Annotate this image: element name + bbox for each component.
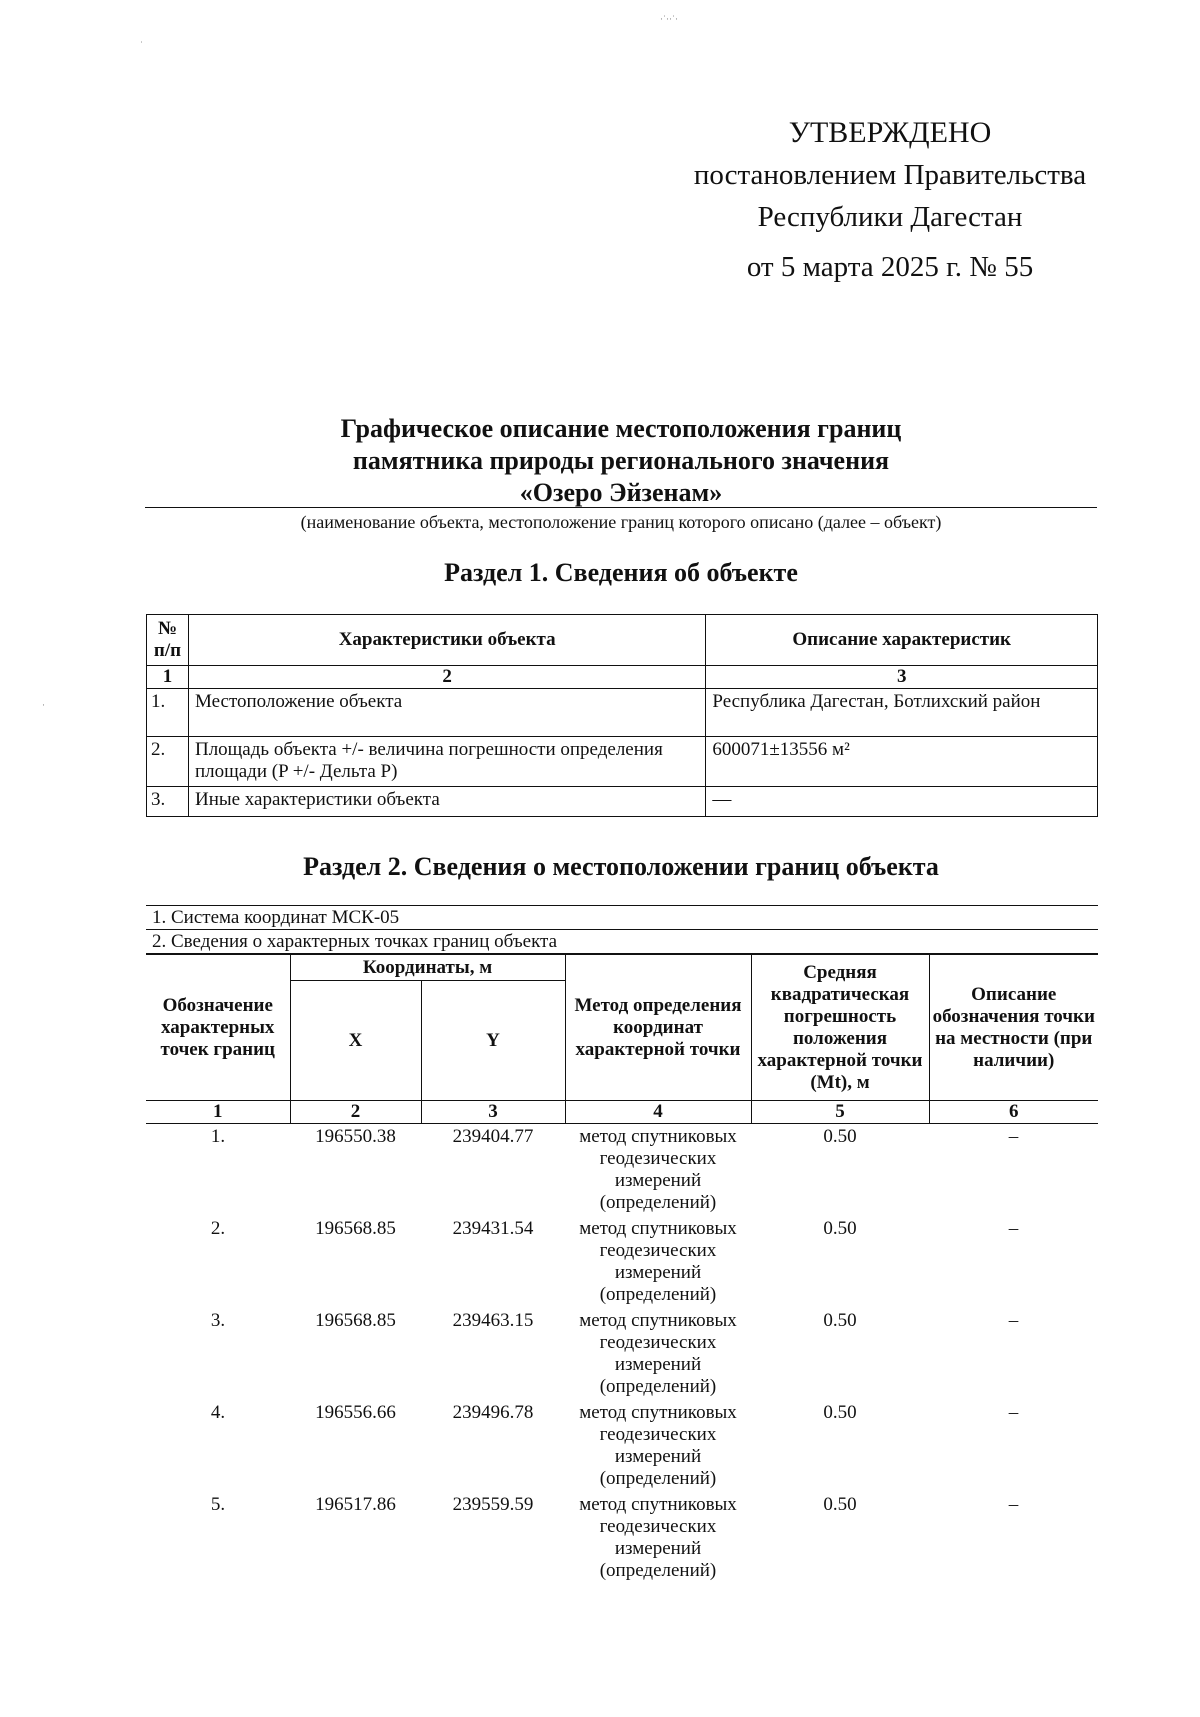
boundary-points-block bbox=[146, 905, 1098, 1584]
column-index: 1 bbox=[147, 666, 189, 689]
column-index: 2 bbox=[290, 1101, 421, 1124]
header-y: Y bbox=[421, 981, 565, 1101]
point-id: 4. bbox=[210, 1402, 226, 1423]
title-line: памятника природы регионального значения bbox=[352, 446, 890, 475]
header-method: Метод определения координат характерной точки bbox=[565, 955, 751, 1101]
scan-speck: ·˙··˙· bbox=[660, 14, 678, 24]
point-mt: 0.50 bbox=[823, 1218, 857, 1239]
point-y: 239559.59 bbox=[452, 1494, 534, 1515]
point-mt: 0.50 bbox=[823, 1402, 857, 1423]
approval-line: Республики Дагестан bbox=[757, 201, 1023, 233]
characteristic-cell: Площадь объекта +/- величина погрешности определения площади (P +/- Дельта P) bbox=[188, 737, 705, 787]
object-info-table bbox=[146, 614, 1098, 817]
scan-speck: · bbox=[42, 700, 45, 710]
point-x: 196556.66 bbox=[315, 1402, 396, 1423]
title-line: Графическое описание местоположения границ bbox=[340, 414, 902, 443]
table-row bbox=[146, 1124, 1098, 1217]
point-method: метод спутниковых геодезических измерений (определений) bbox=[579, 1494, 737, 1581]
point-x: 196568.85 bbox=[315, 1310, 396, 1331]
column-index: 3 bbox=[706, 666, 1098, 689]
column-index: 6 bbox=[929, 1101, 1098, 1124]
point-id: 3. bbox=[210, 1310, 226, 1331]
point-y: 239431.54 bbox=[452, 1218, 534, 1239]
point-mt: 0.50 bbox=[823, 1494, 857, 1515]
approval-line: постановлением Правительства bbox=[693, 159, 1087, 191]
row-number: 3. bbox=[147, 787, 189, 817]
point-mt: 0.50 bbox=[823, 1126, 857, 1147]
title-caption: (наименование объекта, местоположение границ которого описано (далее – объект) bbox=[300, 512, 942, 532]
header-error: Средняя квадратическая погрешность положения характерной точки (Mt), м bbox=[751, 955, 929, 1101]
header-description: Описание характеристик bbox=[706, 615, 1098, 666]
title-underline bbox=[145, 507, 1097, 508]
point-mt: 0.50 bbox=[823, 1310, 857, 1331]
point-method: метод спутниковых геодезических измерений (определений) bbox=[579, 1310, 737, 1397]
column-index: 3 bbox=[421, 1101, 565, 1124]
points-title: 2. Сведения о характерных точках границ объекта bbox=[146, 930, 1098, 954]
header-characteristic: Характеристики объекта bbox=[188, 615, 705, 666]
point-id: 5. bbox=[210, 1494, 226, 1515]
document-title bbox=[145, 413, 1097, 509]
characteristic-cell: Иные характеристики объекта bbox=[188, 787, 705, 817]
section-1-heading: Раздел 1. Сведения об объекте bbox=[444, 558, 798, 587]
point-id: 1. bbox=[210, 1126, 226, 1147]
point-id: 2. bbox=[210, 1218, 226, 1239]
table-row bbox=[146, 1400, 1098, 1492]
point-y: 239463.15 bbox=[452, 1310, 534, 1331]
description-cell: — bbox=[706, 787, 1098, 817]
point-y: 239404.77 bbox=[452, 1126, 534, 1147]
point-description: – bbox=[1008, 1402, 1019, 1423]
table-row bbox=[146, 1216, 1098, 1308]
header-designation: Обозначение характерных точек границ bbox=[146, 955, 290, 1101]
point-method: метод спутниковых геодезических измерений (определений) bbox=[579, 1402, 737, 1489]
approval-date: от 5 марта 2025 г. № 55 bbox=[746, 251, 1034, 283]
section-2-heading: Раздел 2. Сведения о местоположении границ объекта bbox=[303, 852, 939, 881]
header-coordinates: Координаты, м bbox=[290, 955, 565, 981]
point-description: – bbox=[1008, 1218, 1019, 1239]
row-number: 2. bbox=[147, 737, 189, 787]
description-cell: Республика Дагестан, Ботлихский район bbox=[706, 689, 1098, 737]
column-index: 5 bbox=[751, 1101, 929, 1124]
title-line: «Озеро Эйзенам» bbox=[519, 478, 723, 507]
characteristic-cell: Местоположение объекта bbox=[188, 689, 705, 737]
boundary-points-table bbox=[146, 954, 1098, 1584]
header-x: X bbox=[290, 981, 421, 1101]
coordinate-system: 1. Система координат МСК-05 bbox=[146, 905, 1098, 930]
table-row bbox=[146, 1492, 1098, 1584]
point-description: – bbox=[1008, 1126, 1019, 1147]
point-method: метод спутниковых геодезических измерений (определений) bbox=[579, 1218, 737, 1305]
point-description: – bbox=[1008, 1494, 1019, 1515]
scan-speck: ˙ bbox=[140, 40, 143, 50]
row-number: 1. bbox=[147, 689, 189, 737]
approval-title: УТВЕРЖДЕНО bbox=[788, 116, 992, 149]
table-row bbox=[146, 1308, 1098, 1400]
column-index: 2 bbox=[188, 666, 705, 689]
point-x: 196568.85 bbox=[315, 1218, 396, 1239]
approval-stamp bbox=[680, 112, 1100, 288]
point-x: 196517.86 bbox=[315, 1494, 396, 1515]
point-y: 239496.78 bbox=[452, 1402, 534, 1423]
point-x: 196550.38 bbox=[315, 1126, 396, 1147]
header-point-description: Описание обозначения точки на местности (при наличии) bbox=[929, 955, 1098, 1101]
point-description: – bbox=[1008, 1310, 1019, 1331]
point-method: метод спутниковых геодезических измерений (определений) bbox=[579, 1126, 737, 1213]
column-index: 1 bbox=[146, 1101, 290, 1124]
description-cell: 600071±13556 м² bbox=[706, 737, 1098, 787]
column-index: 4 bbox=[565, 1101, 751, 1124]
header-num: № п/п bbox=[147, 615, 189, 666]
